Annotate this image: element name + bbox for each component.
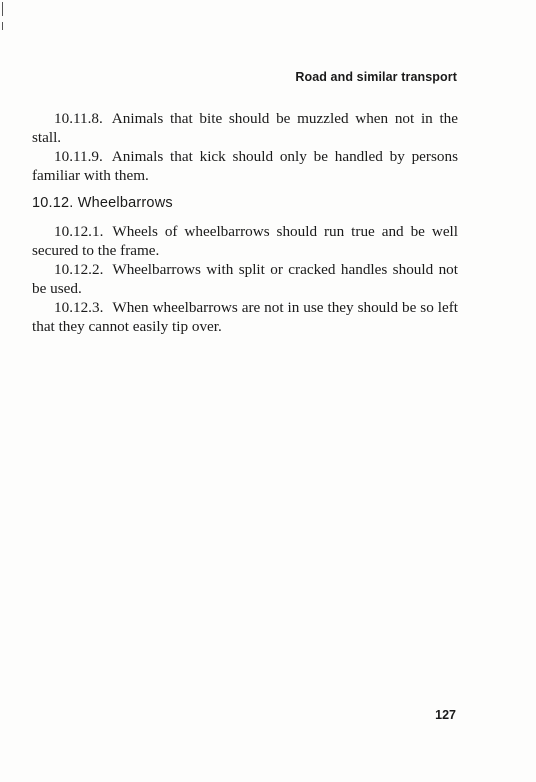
paragraph-10-12-2	[32, 260, 458, 298]
paragraph-number: 10.12.1.	[54, 223, 104, 240]
scan-edge-mark	[2, 22, 3, 30]
section-heading: 10.12. Wheelbarrows	[32, 195, 173, 211]
paragraph-number: 10.11.9.	[54, 148, 103, 165]
paragraph-text: When wheelbarrows are not in use they should be so left that they cannot easily tip over.	[32, 299, 458, 335]
page-number: 127	[435, 708, 456, 722]
running-head: Road and similar transport	[295, 70, 457, 84]
paragraph-10-12-3	[32, 298, 458, 336]
scan-edge-mark	[2, 2, 3, 16]
paragraph-group-wheelbarrows	[32, 222, 458, 336]
paragraph-10-11-9	[32, 147, 458, 185]
paragraph-number: 10.12.3.	[54, 299, 104, 316]
paragraph-number: 10.11.8.	[54, 110, 103, 127]
paragraph-group-animals	[32, 109, 458, 185]
paragraph-text: Animals that bite should be muzzled when not in the stall.	[32, 110, 458, 146]
paragraph-10-11-8	[32, 109, 458, 147]
paragraph-10-12-1	[32, 222, 458, 260]
paragraph-number: 10.12.2.	[54, 261, 104, 278]
paragraph-text: Wheelbarrows with split or cracked handles should not be used.	[32, 261, 458, 297]
paragraph-text: Wheels of wheelbarrows should run true and be well secured to the frame.	[32, 223, 458, 259]
paragraph-text: Animals that kick should only be handled by persons familiar with them.	[32, 148, 458, 184]
